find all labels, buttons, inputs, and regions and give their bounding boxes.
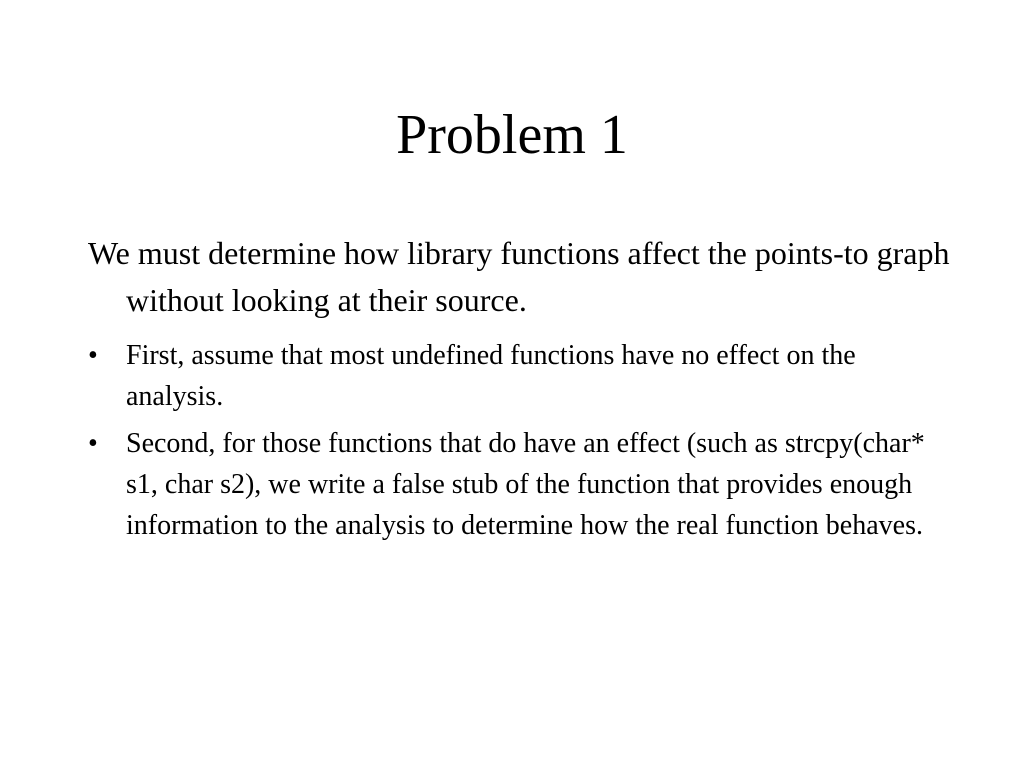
slide-title: Problem 1 [396, 104, 628, 166]
bullet-item-first [88, 335, 948, 417]
intro-paragraph: We must determine how library functions affect the points-to graph without looking at their source. [88, 235, 950, 318]
bullet-text: Second, for those functions that do have an effect (such as strcpy(char* s1, char s2), we write a false stub of the function that provides enough information to the analysis to determine how the real function behaves. [126, 428, 925, 541]
bullet-list [88, 335, 948, 552]
bullet-text: First, assume that most undefined functions have no effect on the analysis. [126, 340, 856, 412]
bullet-icon: • [88, 428, 98, 459]
bullet-item-second [88, 423, 948, 546]
bullet-icon: • [88, 340, 98, 371]
